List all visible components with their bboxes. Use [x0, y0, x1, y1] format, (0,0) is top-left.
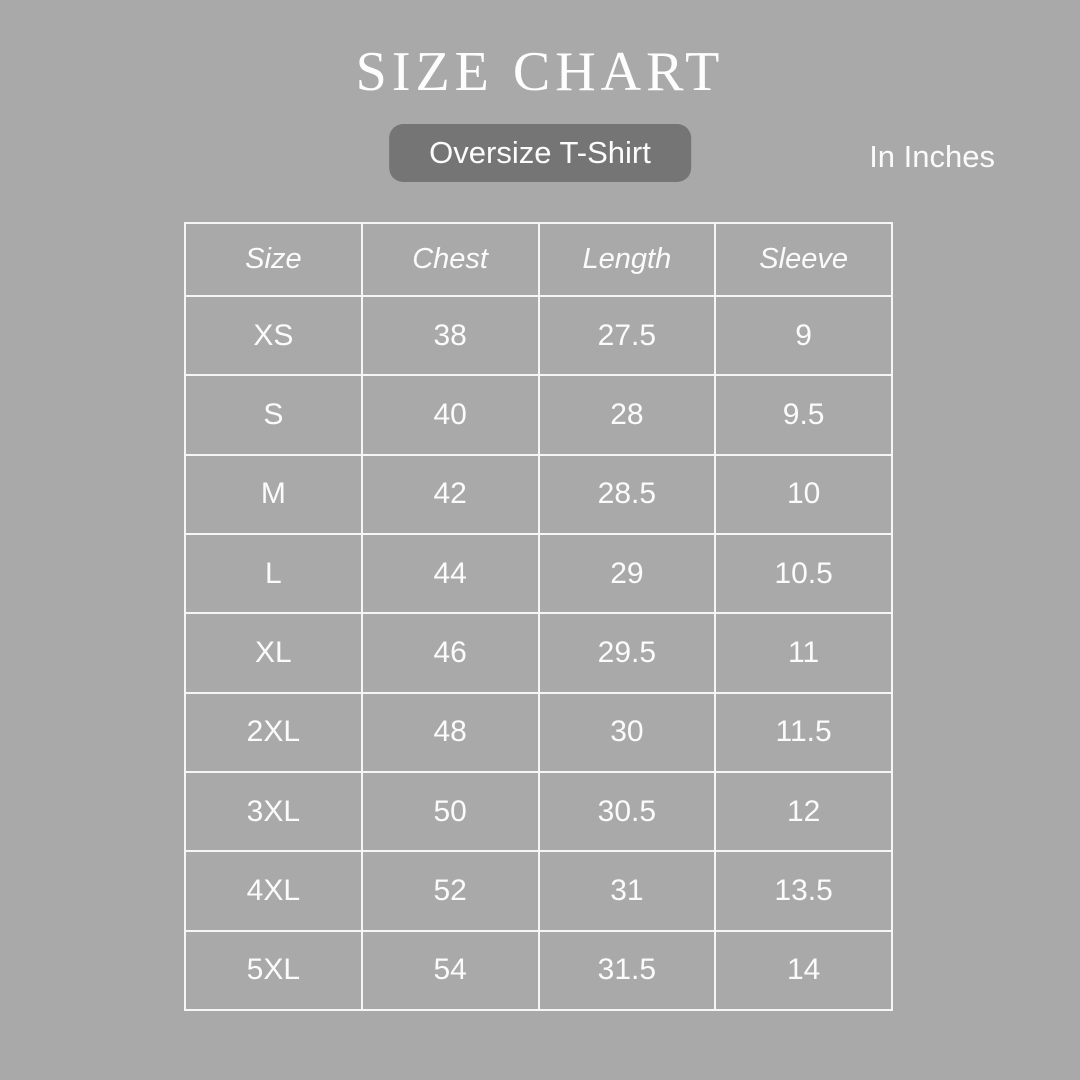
- sleeve-cell: 9: [715, 296, 892, 375]
- sleeve-cell: 12: [715, 772, 892, 851]
- sleeve-cell: 14: [715, 931, 892, 1010]
- sleeve-cell: 10.5: [715, 534, 892, 613]
- size-cell: S: [185, 375, 362, 454]
- table-header-row: [185, 223, 892, 296]
- length-cell: 31: [539, 851, 716, 930]
- column-header-chest: Chest: [362, 223, 539, 296]
- table-row-xs: [185, 296, 892, 375]
- length-cell: 27.5: [539, 296, 716, 375]
- size-cell: XL: [185, 613, 362, 692]
- table-row-4xl: [185, 851, 892, 930]
- table-row-s: [185, 375, 892, 454]
- table-row-xl: [185, 613, 892, 692]
- length-cell: 29: [539, 534, 716, 613]
- table-row-5xl: [185, 931, 892, 1010]
- size-cell: 5XL: [185, 931, 362, 1010]
- size-cell: 3XL: [185, 772, 362, 851]
- length-cell: 31.5: [539, 931, 716, 1010]
- sleeve-cell: 9.5: [715, 375, 892, 454]
- size-cell: L: [185, 534, 362, 613]
- size-chart-table: [184, 222, 893, 1011]
- length-cell: 29.5: [539, 613, 716, 692]
- table-row-2xl: [185, 693, 892, 772]
- length-cell: 28: [539, 375, 716, 454]
- chest-cell: 52: [362, 851, 539, 930]
- sleeve-cell: 11: [715, 613, 892, 692]
- column-header-sleeve: Sleeve: [715, 223, 892, 296]
- table-row-l: [185, 534, 892, 613]
- size-cell: 4XL: [185, 851, 362, 930]
- chest-cell: 54: [362, 931, 539, 1010]
- column-header-length: Length: [539, 223, 716, 296]
- size-cell: XS: [185, 296, 362, 375]
- column-header-size: Size: [185, 223, 362, 296]
- length-cell: 30: [539, 693, 716, 772]
- size-cell: M: [185, 455, 362, 534]
- table-row-m: [185, 455, 892, 534]
- chest-cell: 40: [362, 375, 539, 454]
- chest-cell: 50: [362, 772, 539, 851]
- sleeve-cell: 13.5: [715, 851, 892, 930]
- sleeve-cell: 11.5: [715, 693, 892, 772]
- length-cell: 28.5: [539, 455, 716, 534]
- chest-cell: 42: [362, 455, 539, 534]
- product-badge: Oversize T-Shirt: [389, 124, 691, 182]
- table-row-3xl: [185, 772, 892, 851]
- page-title: SIZE CHART: [355, 41, 725, 103]
- size-cell: 2XL: [185, 693, 362, 772]
- length-cell: 30.5: [539, 772, 716, 851]
- sleeve-cell: 10: [715, 455, 892, 534]
- chest-cell: 38: [362, 296, 539, 375]
- units-label: In Inches: [869, 139, 995, 174]
- chest-cell: 48: [362, 693, 539, 772]
- chest-cell: 44: [362, 534, 539, 613]
- chest-cell: 46: [362, 613, 539, 692]
